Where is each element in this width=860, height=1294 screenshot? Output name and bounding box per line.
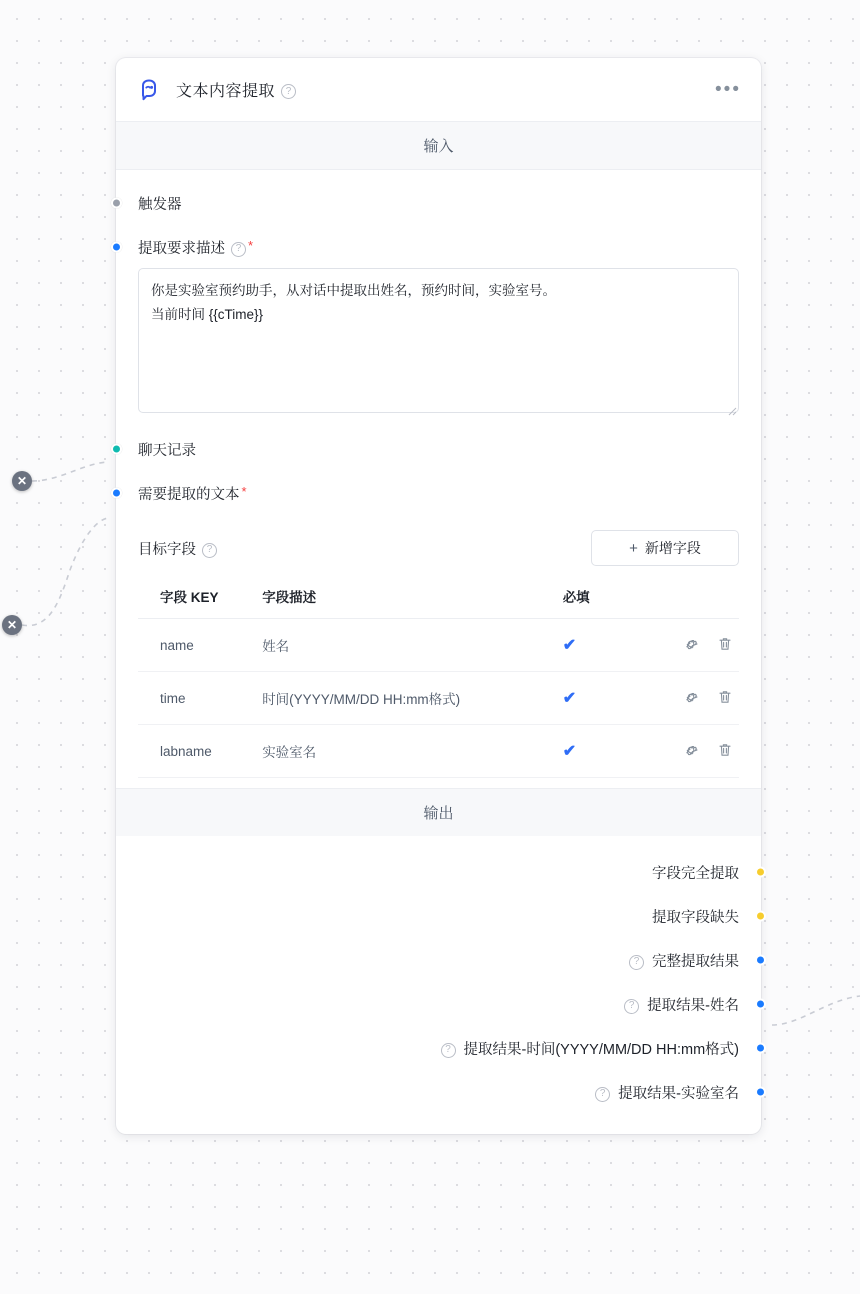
port-dot-output-yellow[interactable]: [755, 867, 766, 878]
remove-connection-icon: ✕: [16, 474, 28, 488]
add-field-button[interactable]: [591, 530, 739, 566]
trigger-label: 触发器: [138, 196, 182, 213]
output-list: [116, 836, 761, 1134]
port-dot-prompt[interactable]: [111, 242, 122, 253]
input-section-header: 输入: [116, 122, 761, 170]
field-desc: 姓名: [258, 619, 559, 672]
help-circle-icon[interactable]: ?: [629, 955, 644, 970]
column-header-key: 字段 KEY: [138, 576, 258, 619]
output-label: 提取结果-时间(YYYY/MM/DD HH:mm格式): [463, 1041, 739, 1058]
text-extraction-node[interactable]: [116, 58, 761, 1134]
gear-icon[interactable]: [683, 689, 699, 708]
port-dot-trigger[interactable]: [111, 198, 122, 209]
gear-icon[interactable]: [683, 636, 699, 655]
output-label: 提取结果-实验室名: [618, 1085, 739, 1102]
connector-endcap-1[interactable]: [12, 471, 32, 491]
column-header-actions: [649, 576, 739, 619]
port-dot-output-blue[interactable]: [755, 1087, 766, 1098]
port-dot-output-blue[interactable]: [755, 999, 766, 1010]
more-options-icon[interactable]: •••: [715, 78, 741, 100]
port-dot-chat-record[interactable]: [111, 444, 122, 455]
port-dot-output-yellow[interactable]: [755, 911, 766, 922]
chat-record-port-row[interactable]: [138, 434, 739, 464]
edge-to-chat-record: [32, 462, 108, 481]
connector-endcap-2[interactable]: [2, 615, 22, 635]
field-key: time: [138, 672, 258, 725]
edge-from-full-result: [772, 996, 860, 1025]
trigger-port-row[interactable]: [138, 188, 739, 218]
gear-icon[interactable]: [683, 742, 699, 761]
target-fields-header: [138, 530, 739, 566]
column-header-required: 必填: [559, 576, 649, 619]
plus-icon: +: [629, 539, 638, 557]
output-row-missing-field[interactable]: [138, 894, 739, 938]
help-circle-icon[interactable]: ?: [624, 999, 639, 1014]
required-check-icon: ✔: [562, 637, 577, 654]
required-check-icon: ✔: [562, 743, 577, 760]
help-circle-icon[interactable]: ?: [231, 242, 246, 257]
node-header: [116, 58, 761, 122]
edge-to-text-input: [22, 518, 108, 626]
output-section-header: 输出: [116, 788, 761, 836]
trash-icon[interactable]: [717, 742, 733, 761]
port-dot-output-blue[interactable]: [755, 955, 766, 966]
help-circle-icon[interactable]: ?: [202, 543, 217, 558]
field-key: name: [138, 619, 258, 672]
table-row[interactable]: [138, 619, 739, 672]
required-check-icon: ✔: [562, 690, 577, 707]
table-row[interactable]: [138, 672, 739, 725]
port-dot-output-blue[interactable]: [755, 1043, 766, 1054]
table-row[interactable]: [138, 725, 739, 778]
output-row-result-labname[interactable]: [138, 1070, 739, 1114]
output-label: 字段完全提取: [652, 865, 739, 882]
prompt-port-row[interactable]: [138, 232, 739, 262]
coze-logo-icon: [134, 75, 164, 105]
output-row-result-time[interactable]: [138, 1026, 739, 1070]
trash-icon[interactable]: [717, 689, 733, 708]
required-marker: *: [241, 483, 247, 499]
help-circle-icon[interactable]: ?: [441, 1043, 456, 1058]
target-fields-table: [138, 576, 739, 778]
input-body: [116, 170, 761, 788]
text-input-port-row[interactable]: [138, 478, 739, 508]
prompt-textarea-wrap: [138, 268, 739, 418]
column-header-desc: 字段描述: [258, 576, 559, 619]
output-row-complete-result[interactable]: [138, 938, 739, 982]
output-label: 完整提取结果: [652, 953, 739, 970]
table-header-row: [138, 576, 739, 619]
prompt-label: 提取要求描述: [138, 240, 225, 257]
required-marker: *: [248, 237, 254, 253]
help-circle-icon[interactable]: ?: [595, 1087, 610, 1102]
node-title: 文本内容提取: [176, 83, 276, 100]
trash-icon[interactable]: [717, 636, 733, 655]
port-dot-text-input[interactable]: [111, 488, 122, 499]
field-desc: 时间(YYYY/MM/DD HH:mm格式): [258, 672, 559, 725]
text-input-label: 需要提取的文本: [138, 486, 240, 503]
output-row-full-extract[interactable]: [138, 850, 739, 894]
remove-connection-icon: ✕: [6, 618, 18, 632]
add-field-label: 新增字段: [644, 540, 701, 556]
output-label: 提取结果-姓名: [647, 997, 739, 1014]
output-label: 提取字段缺失: [652, 909, 739, 926]
field-key: labname: [138, 725, 258, 778]
help-circle-icon[interactable]: ?: [281, 84, 296, 99]
target-fields-title: 目标字段: [138, 541, 196, 558]
chat-record-label: 聊天记录: [138, 442, 196, 459]
output-row-result-name[interactable]: [138, 982, 739, 1026]
field-desc: 实验室名: [258, 725, 559, 778]
prompt-textarea[interactable]: [138, 268, 739, 413]
